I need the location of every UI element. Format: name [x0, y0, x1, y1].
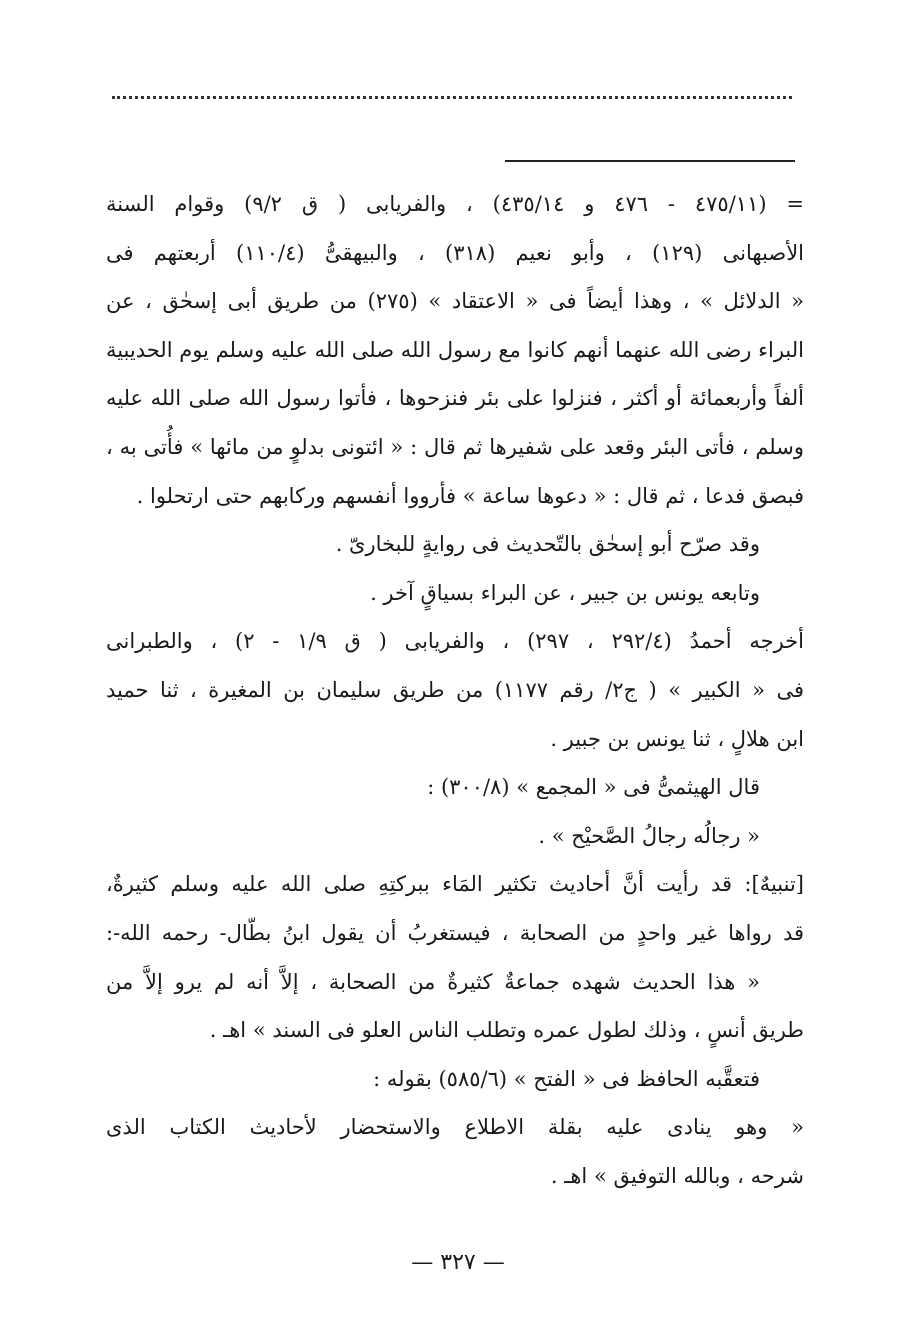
text-line: شرحه ، وبالله التوفيق » اهـ .	[550, 1163, 804, 1188]
text-line: = (٤٧٥/١١ - ٤٧٦ و ٤٣٥/١٤) ، والفريابى ( ق ٩/٢) وقوام السنة	[106, 192, 804, 216]
text-line: ألفاً وأربعمائة أو أكثر ، فنزلوا على بئر فنزحوها ، فأتوا رسول الله صلى الله عليه	[106, 386, 804, 411]
text-line: ابن هلالٍ ، ثنا يونس بن جبير .	[550, 726, 804, 751]
text-line: فبصق فدعا ، ثم قال : « دعوها ساعة » فأرووا أنفسهم وركابهم حتى ارتحلوا .	[136, 483, 804, 508]
text-line: أخرجه أحمدُ (٢٩٢/٤ ، ٢٩٧) ، والفريابى ( ق ١/٩ - ٢) ، والطبرانى	[106, 629, 804, 654]
text-line: فتعقَّبه الحافظ فى « الفتح » (٥٨٥/٦) بقوله :	[373, 1066, 760, 1091]
text-line: « هذا الحديث شهده جماعةٌ كثيرةٌ من الصحابة ، إلاَّ أنه لم يرو إلاَّ من	[106, 969, 760, 994]
text-line: قد رواها غير واحدٍ من الصحابة ، فيستغربُ أن يقول ابنُ بطّال- رحمه الله-:	[106, 920, 804, 945]
text-line: قال الهيثمىُّ فى « المجمع » (٣٠٠/٨) :	[427, 775, 760, 800]
footnote-separator	[505, 160, 795, 162]
text-line: الأصبهانى (١٢٩) ، وأبو نعيم (٣١٨) ، والبيهقىُّ (١١٠/٤) أربعتهم فى	[106, 240, 804, 265]
dotted-separator	[112, 96, 792, 99]
text-line: وتابعه يونس بن جبير ، عن البراء بسياقٍ آخر .	[370, 580, 760, 605]
text-line: « وهو ينادى عليه بقلة الاطلاع والاستحضار لأحاديث الكتاب الذى	[106, 1115, 804, 1140]
footnote-text	[106, 180, 804, 1200]
text-line: « رجالُه رجالُ الصَّحيْح » .	[538, 823, 760, 848]
text-line: [تنبيهٌ]: قد رأيت أنَّ أحاديث تكثير المَاء ببركتِهِ صلى الله عليه وسلم كثيرةٌ،	[106, 872, 804, 897]
text-line: « الدلائل » ، وهذا أيضاً فى « الاعتقاد » (٢٧٥) من طريق أبى إسحٰق ، عن	[106, 289, 804, 314]
page-number: — ٣٢٧ —	[411, 1250, 505, 1275]
text-line: طريق أنسٍ ، وذلك لطول عمره وتطلب الناس العلو فى السند » اهـ .	[209, 1018, 804, 1043]
text-line: وقد صرّح أبو إسحٰق بالتّحديث فى روايةٍ للبخارىّ .	[335, 532, 760, 557]
text-line: البراء رضى الله عنهما أنهم كانوا مع رسول الله صلى الله عليه وسلم يوم الحديبية	[106, 337, 804, 362]
text-line: فى « الكبير » ( ج٢/ رقم ١١٧٧) من طريق سليمان بن المغيرة ، ثنا حميد	[106, 677, 804, 702]
text-line: وسلم ، فأتى البئر وقعد على شفيرها ثم قال : « ائتونى بدلوٍ من مائها » فأُتى به ،	[106, 434, 804, 459]
